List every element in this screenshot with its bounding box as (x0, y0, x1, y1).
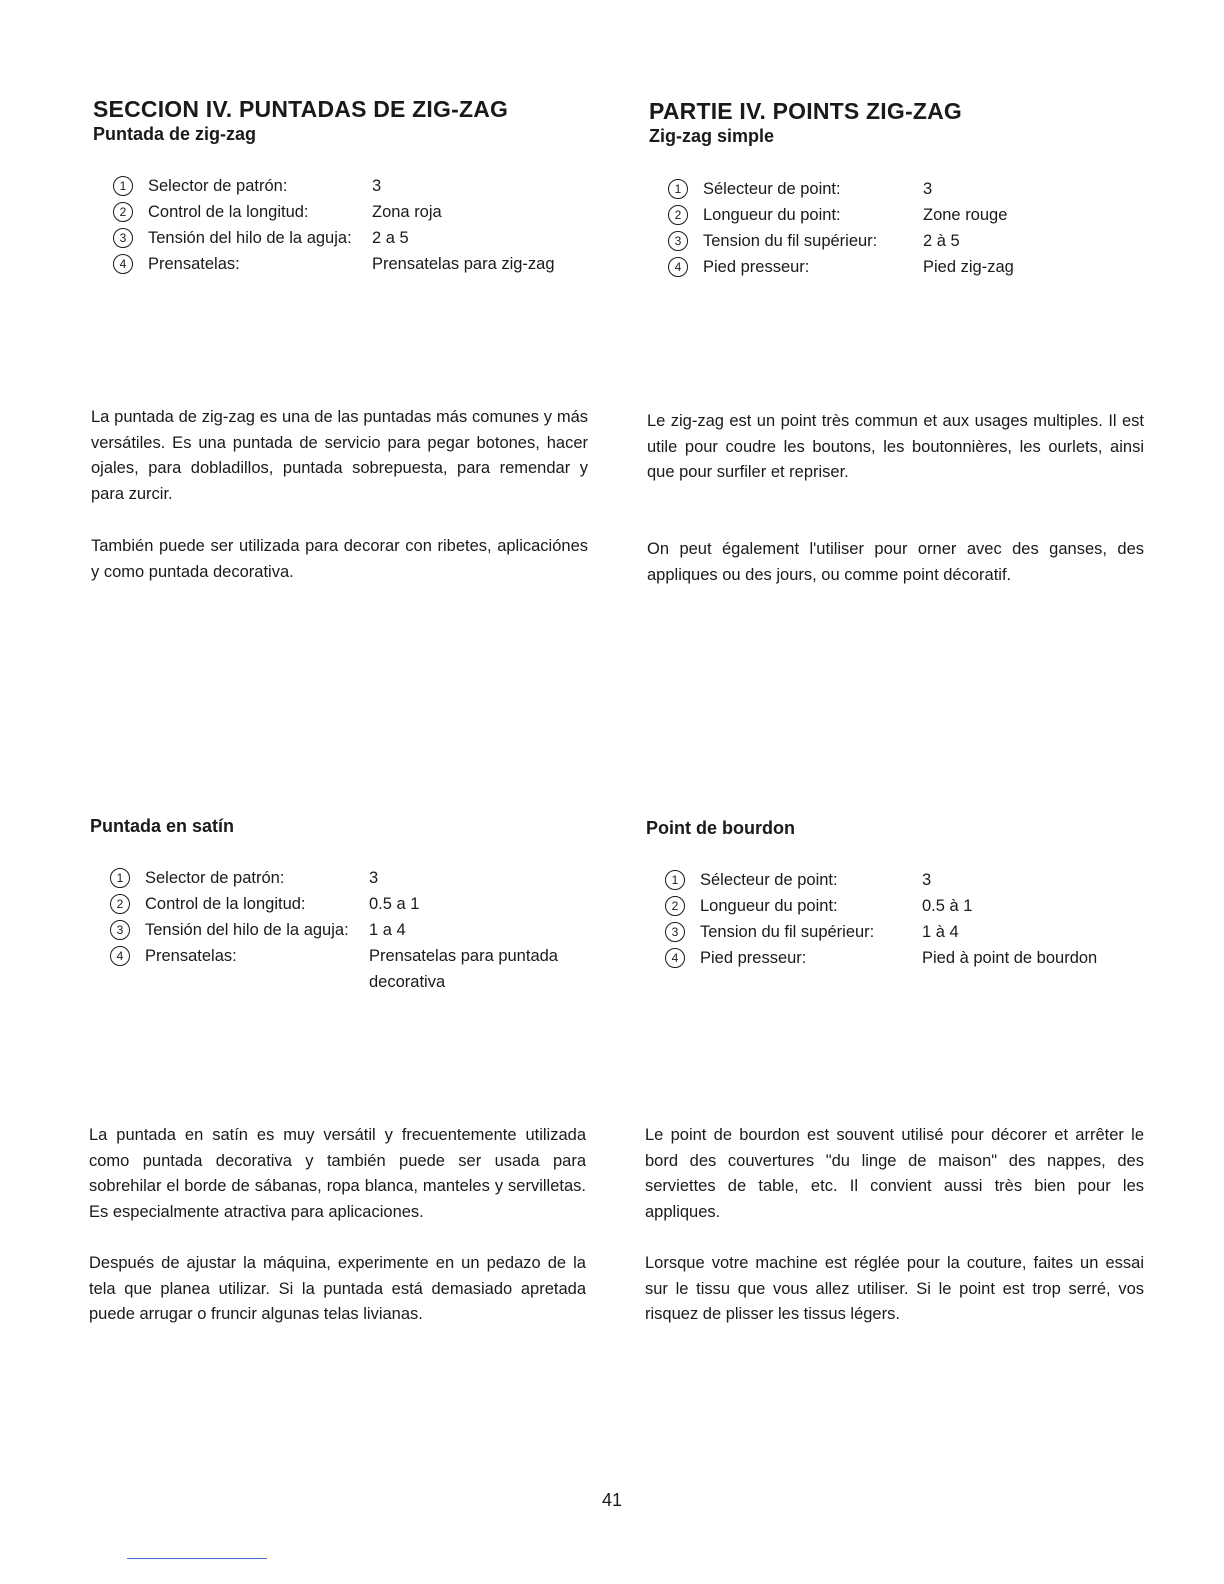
setting-label: Prensatelas: (148, 255, 240, 273)
settings-row (113, 173, 603, 199)
fr-zigzag-paragraph-2: On peut également l'utiliser pour orner avec des ganses, des appliques ou des jours, ou comme point décoratif. (647, 540, 1144, 584)
circled-number-1: 1 (668, 179, 688, 199)
setting-value: 1 a 4 (369, 921, 406, 939)
setting-value: Zona roja (372, 203, 442, 221)
es-zigzag-settings (113, 173, 603, 277)
setting-value: 3 (923, 180, 933, 198)
fr-section-title: PARTIE IV. POINTS ZIG-ZAG (649, 98, 962, 124)
circled-number-3: 3 (110, 920, 130, 940)
settings-row (113, 251, 603, 277)
setting-value: 2 a 5 (372, 229, 409, 247)
setting-label: Pied presseur: (703, 258, 810, 276)
setting-label: Longueur du point: (700, 897, 838, 915)
circled-number-3: 3 (668, 231, 688, 251)
circled-number-4: 4 (668, 257, 688, 277)
setting-label: Longueur du point: (703, 206, 841, 224)
setting-label: Prensatelas: (145, 947, 237, 965)
settings-row (110, 865, 600, 891)
settings-row (668, 228, 1128, 254)
circled-number-2: 2 (113, 202, 133, 222)
fr-zigzag-paragraph-1: Le zig-zag est un point très commun et aux usages multiples. Il est utile pour coudre les boutons, les boutonnières, les ourlets, ainsi que pour surfiler et repriser. (647, 412, 1144, 481)
setting-label: Selector de patrón: (145, 869, 285, 887)
es-zigzag-paragraph-1: La puntada de zig-zag es una de las puntadas más comunes y más versátiles. Es una puntada de servicio para pegar botones, hacer ojales, para dobladillos, puntada sobrepuesta, para remendar y para zurcir. (91, 408, 588, 503)
es-section-header (93, 96, 508, 146)
es-satin-paragraph-2: Después de ajustar la máquina, experimente en un pedazo de la tela que planea utilizar. Si la puntada está demasiado apretada puede arrugar o fruncir algunas telas livianas. (89, 1254, 586, 1323)
settings-row (665, 893, 1135, 919)
es-satin-settings (110, 865, 600, 991)
circled-number-4: 4 (665, 948, 685, 968)
settings-row (665, 867, 1135, 893)
setting-label: Sélecteur de point: (703, 180, 841, 198)
setting-value: Prensatelas para zig-zag (372, 255, 555, 273)
settings-row (113, 199, 603, 225)
settings-row (110, 917, 600, 943)
es-zigzag-paragraph-2: También puede ser utilizada para decorar con ribetes, aplicaciónes y como puntada decorativa. (91, 537, 588, 581)
circled-number-2: 2 (665, 896, 685, 916)
setting-label: Sélecteur de point: (700, 871, 838, 889)
setting-value: 0.5 à 1 (922, 897, 973, 915)
settings-row (668, 176, 1128, 202)
setting-label: Tension du fil supérieur: (703, 232, 878, 250)
circled-number-3: 3 (665, 922, 685, 942)
fr-satin-subtitle: Point de bourdon (646, 818, 795, 838)
circled-number-1: 1 (113, 176, 133, 196)
fr-section-header (649, 98, 962, 148)
circled-number-1: 1 (110, 868, 130, 888)
circled-number-3: 3 (113, 228, 133, 248)
footer-rule (127, 1558, 267, 1559)
setting-value: Pied à point de bourdon (922, 949, 1098, 967)
setting-label: Tensión del hilo de la aguja: (145, 921, 349, 939)
setting-label: Tensión del hilo de la aguja: (148, 229, 352, 247)
fr-zigzag-subtitle: Zig-zag simple (649, 126, 775, 146)
setting-value: 3 (372, 177, 382, 195)
circled-number-2: 2 (668, 205, 688, 225)
page-number: 41 (601, 1490, 623, 1510)
settings-row (665, 919, 1135, 945)
es-satin-subtitle: Puntada en satín (90, 816, 235, 836)
circled-number-4: 4 (113, 254, 133, 274)
fr-satin-paragraph-2: Lorsque votre machine est réglée pour la couture, faites un essai sur le tissu que vous allez utiliser. Si le point est trop serré, vos risquez de plisser les tissus légers. (645, 1254, 1144, 1323)
circled-number-1: 1 (665, 870, 685, 890)
settings-row (665, 945, 1135, 971)
settings-row (668, 254, 1128, 280)
setting-value: Zone rouge (923, 206, 1008, 224)
setting-label: Pied presseur: (700, 949, 807, 967)
settings-row (110, 943, 600, 991)
setting-value: Pied zig-zag (923, 258, 1014, 276)
circled-number-4: 4 (110, 946, 130, 966)
circled-number-2: 2 (110, 894, 130, 914)
fr-satin-settings (665, 867, 1135, 971)
es-section-title: SECCION IV. PUNTADAS DE ZIG-ZAG (93, 96, 509, 122)
setting-label: Selector de patrón: (148, 177, 288, 195)
setting-value: 1 à 4 (922, 923, 959, 941)
setting-label: Tension du fil supérieur: (700, 923, 875, 941)
es-satin-paragraph-1: La puntada en satín es muy versátil y frecuentemente utilizada como puntada decorativa y también puede ser usada para sobrehilar el borde de sábanas, ropa blanca, manteles y servilletas. Es especialmente atractiva para aplicaciones. (89, 1126, 586, 1221)
setting-value: 3 (922, 871, 932, 889)
fr-zigzag-settings (668, 176, 1128, 280)
es-zigzag-subtitle: Puntada de zig-zag (93, 124, 257, 144)
setting-value: Prensatelas para puntada decorativa (369, 947, 558, 991)
setting-value: 3 (369, 869, 379, 887)
settings-row (110, 891, 600, 917)
settings-row (668, 202, 1128, 228)
settings-row (113, 225, 603, 251)
setting-label: Control de la longitud: (148, 203, 309, 221)
setting-value: 0.5 a 1 (369, 895, 420, 913)
fr-satin-paragraph-1: Le point de bourdon est souvent utilisé pour décorer et arrêter le bord des couvertures "du linge de maison" des nappes, des serviettes de table, etc. Il convient aussi très bien pour les appliques. (645, 1126, 1144, 1221)
setting-value: 2 à 5 (923, 232, 960, 250)
setting-label: Control de la longitud: (145, 895, 306, 913)
